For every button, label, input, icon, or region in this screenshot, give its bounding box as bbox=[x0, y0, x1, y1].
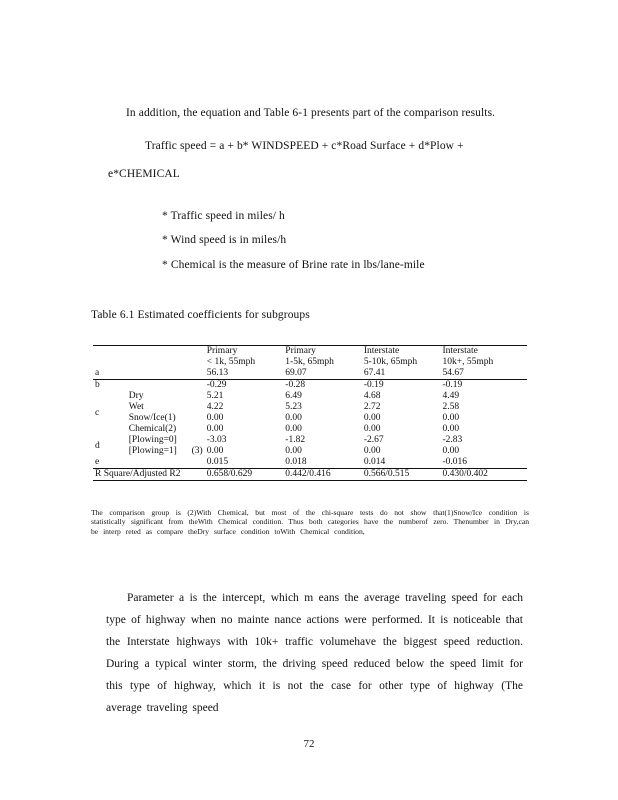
bullet-chemical: * Chemical is the measure of Brine rate in lbs/lane-mile bbox=[162, 259, 425, 271]
header-col2-sub: 1-5k, 65mph bbox=[285, 357, 334, 367]
table-row-d-plow0 bbox=[93, 435, 527, 446]
c-snow-col1: 0.00 bbox=[206, 413, 224, 423]
c-label-wet: Wet bbox=[128, 402, 144, 412]
header-col1: Primary bbox=[205, 346, 284, 358]
header-col3: Interstate bbox=[362, 346, 441, 358]
d-plow1-col1: 0.00 bbox=[206, 446, 224, 456]
c-wet-col3: 2.72 bbox=[363, 402, 381, 412]
bullet-traffic-speed: * Traffic speed in miles/ h bbox=[162, 210, 285, 222]
table-row-d-plow1 bbox=[93, 446, 527, 457]
c-chem-col2: 0.00 bbox=[285, 424, 302, 434]
d-plow1-col2: 0.00 bbox=[285, 446, 302, 456]
table-header-row-2 bbox=[93, 357, 527, 368]
row-label-b: b bbox=[95, 380, 100, 390]
row-label-d: d bbox=[95, 440, 100, 451]
e-col2: 0.018 bbox=[285, 457, 307, 467]
c-label-snow: Snow/Ice(1) bbox=[128, 413, 176, 423]
row-label-e: e bbox=[95, 457, 100, 467]
a-col4: 54.67 bbox=[440, 368, 527, 380]
d-plow1-note: (3) bbox=[191, 446, 203, 456]
d-plow0-col2: -1.82 bbox=[285, 435, 306, 445]
b-col4: -0.19 bbox=[442, 380, 463, 390]
d-label-plow1: [Plowing=1] bbox=[128, 446, 177, 456]
row-label-a: a bbox=[93, 368, 205, 380]
e-col1: 0.015 bbox=[206, 457, 229, 467]
c-wet-col4: 2.58 bbox=[442, 402, 460, 412]
header-col1-sub: < 1k, 55mph bbox=[206, 357, 256, 367]
c-dry-col2: 6.49 bbox=[285, 391, 302, 401]
d-plow0-col1: -3.03 bbox=[206, 435, 227, 445]
d-plow1-col3: 0.00 bbox=[363, 446, 381, 456]
table-header-row-1 bbox=[93, 346, 527, 358]
header-col4: Interstate bbox=[440, 346, 527, 358]
r2-col2: 0.442/0.416 bbox=[283, 469, 362, 481]
c-chem-col1: 0.00 bbox=[206, 424, 224, 434]
header-col4-sub: 10k+, 55mph bbox=[442, 357, 494, 367]
c-chem-col3: 0.00 bbox=[363, 424, 381, 434]
a-col1: 56.13 bbox=[205, 368, 284, 380]
d-plow0-col3: -2.67 bbox=[363, 435, 384, 445]
r2-col3: 0.566/0.515 bbox=[362, 469, 441, 481]
b-col1: -0.29 bbox=[206, 380, 227, 390]
c-wet-col2: 5.23 bbox=[285, 402, 302, 412]
d-plow1-col4: 0.00 bbox=[442, 446, 460, 456]
e-col4: -0.016 bbox=[442, 457, 468, 467]
header-col3-sub: 5-10k, 65mph bbox=[363, 357, 418, 367]
b-col2: -0.28 bbox=[285, 380, 306, 390]
c-dry-col1: 5.21 bbox=[206, 391, 224, 401]
intro-sentence: In addition, the equation and Table 6-1 presents part of the comparison results. bbox=[126, 107, 496, 119]
table-row-c-snow bbox=[93, 413, 527, 424]
a-col3: 67.41 bbox=[362, 368, 441, 380]
r2-col4: 0.430/0.402 bbox=[440, 469, 527, 481]
bullet-wind-speed: * Wind speed is in miles/h bbox=[162, 234, 287, 246]
page-number: 72 bbox=[303, 738, 315, 750]
table-footnote: The comparison group is (2)With Chemical, but most of the chi-square tests do not show that(1)Snow/Ice condition is statistically significant from theWith Chemical condition. Thus both categories have the numberof zero. Thenumber in Dry,can be interp reted as compare theDry surface condition toWith Chemical condition, bbox=[91, 508, 529, 536]
c-snow-col4: 0.00 bbox=[442, 413, 460, 423]
c-wet-col1: 4.22 bbox=[206, 402, 224, 412]
equation-line-1: Traffic speed = a + b* WINDSPEED + c*Road Surface + d*Plow + bbox=[145, 140, 464, 152]
table-row-c-chemical bbox=[93, 424, 527, 435]
c-snow-col2: 0.00 bbox=[285, 413, 302, 423]
table-title: Table 6.1 Estimated coefficients for subgroups bbox=[91, 309, 310, 321]
c-label-chemical: Chemical(2) bbox=[128, 424, 177, 434]
c-chem-col4: 0.00 bbox=[442, 424, 460, 434]
equation-line-2: e*CHEMICAL bbox=[108, 168, 180, 180]
a-col2: 69.07 bbox=[283, 368, 362, 380]
e-col3: 0.014 bbox=[363, 457, 386, 467]
table-row-b bbox=[93, 380, 527, 392]
table-row-e bbox=[93, 457, 527, 469]
body-paragraph: Parameter a is the intercept, which m eans the average traveling speed for each type of highway when no mainte nance actions were performed. It is noticeable that the Interstate highways with 10k+ traffic volumehave the biggest speed reduction. During a typical winter storm, the driving speed reduced below the speed limit for this type of highway, which it is not the case for other type of highway (The average traveling speed bbox=[106, 592, 523, 714]
row-label-c: c bbox=[95, 407, 100, 418]
b-col3: -0.19 bbox=[363, 380, 384, 390]
coefficients-table bbox=[93, 345, 527, 481]
d-label-plow0: [Plowing=0] bbox=[128, 435, 177, 445]
table-row-a bbox=[93, 368, 527, 380]
table-row-c-dry bbox=[93, 391, 527, 402]
header-col2: Primary bbox=[283, 346, 362, 358]
c-label-dry: Dry bbox=[128, 391, 144, 401]
c-dry-col3: 4.68 bbox=[363, 391, 381, 401]
table-row-r-square bbox=[93, 469, 527, 481]
c-dry-col4: 4.49 bbox=[442, 391, 460, 401]
table-row-c-wet bbox=[93, 402, 527, 413]
d-plow0-col4: -2.83 bbox=[442, 435, 463, 445]
c-snow-col3: 0.00 bbox=[363, 413, 381, 423]
r2-col1: 0.658/0.629 bbox=[205, 469, 284, 481]
row-label-r2: R Square/Adjusted R2 bbox=[93, 469, 205, 481]
